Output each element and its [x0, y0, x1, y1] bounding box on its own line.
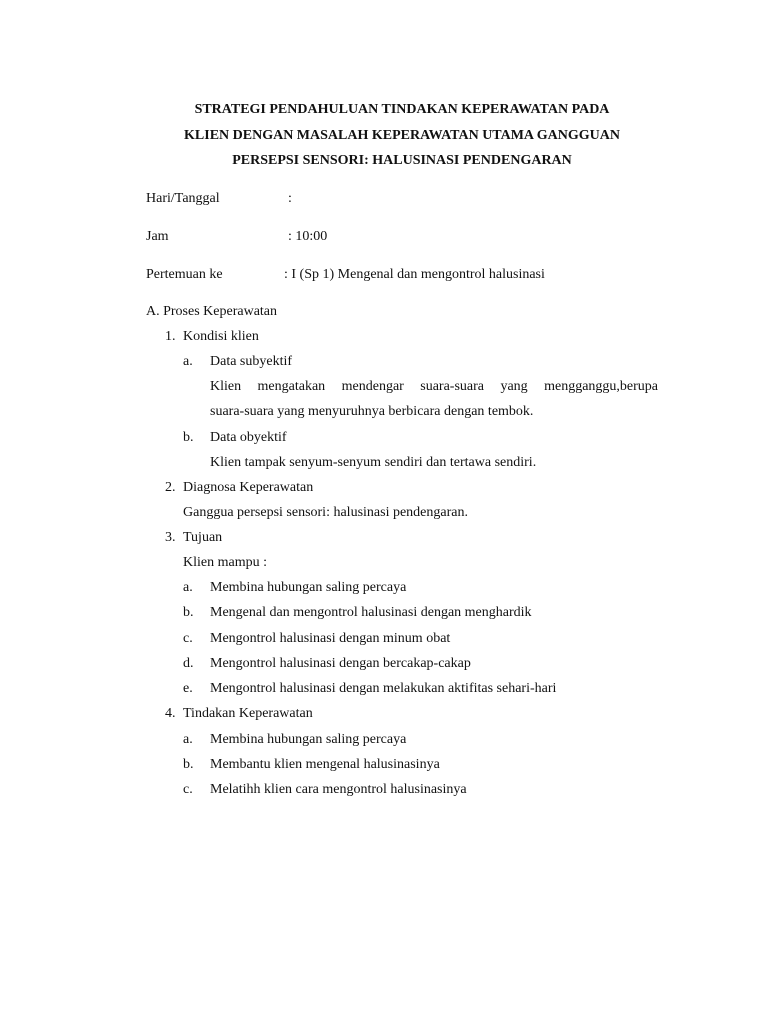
goal-a-text: Membina hubungan saling percaya [210, 580, 407, 595]
item-1b-label: Data obyektif [210, 430, 287, 445]
pertemuan-value: : I (Sp 1) Mengenal dan mengontrol halusinasi [284, 267, 545, 282]
word: mengatakan [257, 379, 326, 394]
item-2-text: Ganggua persepsi sensori: halusinasi pendengaran. [183, 505, 468, 520]
goal-d-marker: d. [183, 656, 194, 671]
word: yang [500, 379, 528, 394]
goal-e-marker: e. [183, 681, 193, 696]
goal-d-text: Mengontrol halusinasi dengan bercakap-cakap [210, 656, 471, 671]
item-3-number: 3. [165, 530, 176, 545]
hari-tanggal-label: Hari/Tanggal [146, 191, 220, 206]
item-1a-marker: a. [183, 354, 193, 369]
item-3-intro: Klien mampu : [183, 555, 267, 570]
jam-label: Jam [146, 229, 169, 244]
item-3-label: Tujuan [183, 530, 223, 545]
goal-e-text: Mengontrol halusinasi dengan melakukan aktifitas sehari-hari [210, 681, 557, 696]
item-1a-label: Data subyektif [210, 354, 293, 369]
word: Klien [210, 379, 242, 394]
item-1-label: Kondisi klien [183, 329, 259, 344]
item-1-number: 1. [165, 329, 176, 344]
item-4-number: 4. [165, 706, 176, 721]
action-b-marker: b. [183, 757, 194, 772]
goal-c-marker: c. [183, 631, 193, 646]
item-1a-text-line-1 [210, 379, 658, 395]
pertemuan-label: Pertemuan ke [146, 267, 223, 282]
goal-b-text: Mengenal dan mengontrol halusinasi dengan menghardik [210, 605, 532, 620]
item-1b-text: Klien tampak senyum-senyum sendiri dan tertawa sendiri. [210, 455, 537, 470]
section-a-heading: A. Proses Keperawatan [146, 304, 278, 319]
goal-c-text: Mengontrol halusinasi dengan minum obat [210, 631, 451, 646]
item-2-number: 2. [165, 480, 176, 495]
action-c-text: Melatihh klien cara mengontrol halusinasinya [210, 782, 467, 797]
document-title-line-1: STRATEGI PENDAHULUAN TINDAKAN KEPERAWATAN PADA [194, 102, 610, 117]
item-2-label: Diagnosa Keperawatan [183, 480, 314, 495]
goal-b-marker: b. [183, 605, 194, 620]
item-1a-text-line-2: suara-suara yang menyuruhnya berbicara dengan tembok. [210, 404, 534, 419]
action-b-text: Membantu klien mengenal halusinasinya [210, 757, 440, 772]
action-c-marker: c. [183, 782, 193, 797]
hari-tanggal-value: : [288, 191, 292, 206]
item-1b-marker: b. [183, 430, 194, 445]
action-a-text: Membina hubungan saling percaya [210, 732, 407, 747]
jam-value: : 10:00 [288, 229, 328, 244]
document-title-line-3: PERSEPSI SENSORI: HALUSINASI PENDENGARAN [232, 153, 572, 168]
word: suara-suara [420, 379, 485, 394]
word: mengganggu,berupa [544, 379, 659, 394]
document-title-line-2: KLIEN DENGAN MASALAH KEPERAWATAN UTAMA GANGGUAN [184, 128, 620, 143]
item-4-label: Tindakan Keperawatan [183, 706, 313, 721]
action-a-marker: a. [183, 732, 193, 747]
word: mendengar [341, 379, 404, 394]
goal-a-marker: a. [183, 580, 193, 595]
